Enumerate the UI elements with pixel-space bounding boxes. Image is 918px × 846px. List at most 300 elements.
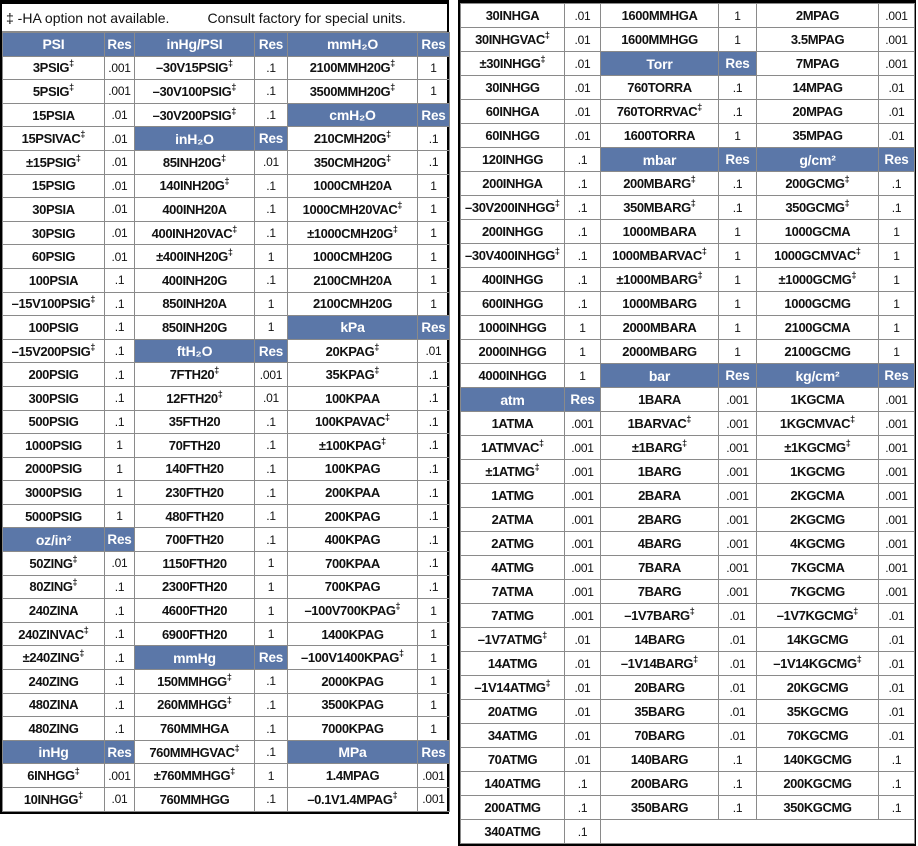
range-code-cell: 1000CMH20VAC‡ [288, 198, 418, 222]
resolution-cell: .1 [255, 693, 288, 717]
resolution-cell: .1 [565, 148, 601, 172]
resolution-cell: .1 [105, 363, 135, 387]
range-code-cell: ±1000MBARG‡ [601, 268, 719, 292]
range-code-cell: 14MPAG [757, 76, 879, 100]
range-code-cell: –15V100PSIG‡ [3, 292, 105, 316]
range-code-cell: 15PSIG [3, 174, 105, 198]
range-code-cell: 20ATMG [461, 700, 565, 724]
range-code-cell: 2000INHGG [461, 340, 565, 364]
resolution-cell: .1 [879, 796, 915, 820]
resolution-cell: .1 [255, 56, 288, 80]
resolution-cell: 1 [418, 599, 450, 623]
range-code-cell: 2ATMA [461, 508, 565, 532]
range-code-cell: 30INHGVAC‡ [461, 28, 565, 52]
resolution-cell: 1 [418, 80, 450, 104]
resolution-cell: .01 [879, 724, 915, 748]
resolution-cell: .01 [105, 245, 135, 269]
range-code-cell: 140ATMG [461, 772, 565, 796]
resolution-cell: .001 [879, 508, 915, 532]
dagger-mark: ‡ [540, 54, 546, 64]
table-row [461, 700, 915, 724]
unit-section-header: kPa [288, 316, 418, 340]
range-code-cell: 7KGCMA [757, 556, 879, 580]
resolution-cell: .01 [719, 700, 757, 724]
res-column-header: Res [255, 339, 288, 363]
res-column-header: Res [418, 740, 450, 764]
table-row [461, 364, 915, 388]
dagger-mark: ‡ [72, 577, 78, 588]
range-code-cell: 35FTH20 [135, 410, 255, 434]
range-code-cell: 100KPAA [288, 386, 418, 410]
range-code-cell: ±760MMHGG‡ [135, 764, 255, 788]
resolution-cell: 1 [879, 340, 915, 364]
resolution-cell: .1 [719, 172, 757, 196]
table-row [461, 436, 915, 460]
range-code-cell: 100PSIA [3, 268, 105, 292]
table-row [3, 646, 450, 670]
range-code-cell: 1000PSIG [3, 434, 105, 458]
range-code-cell: 14BARG [601, 628, 719, 652]
range-code-cell: 2BARG [601, 508, 719, 532]
range-code-cell: 7000KPAG [288, 717, 418, 741]
range-code-cell: ±1000CMH20G‡ [288, 221, 418, 245]
resolution-cell: .001 [879, 460, 915, 484]
resolution-cell: .01 [719, 724, 757, 748]
footnote-row [2, 4, 447, 32]
resolution-cell: .1 [255, 740, 288, 764]
range-code-cell: 80ZING‡ [3, 575, 105, 599]
range-code-cell: 400INH20VAC‡ [135, 221, 255, 245]
range-code-cell: 7BARG [601, 580, 719, 604]
table-row [3, 670, 450, 694]
table-row [461, 268, 915, 292]
dagger-mark: ‡ [697, 102, 703, 112]
table-row [461, 388, 915, 412]
range-code-cell: 600INHGG [461, 292, 565, 316]
resolution-cell: .001 [879, 52, 915, 76]
range-code-cell: –1V14BARG‡ [601, 652, 719, 676]
range-code-cell: ±1000GCMG‡ [757, 268, 879, 292]
table-row [461, 292, 915, 316]
range-code-cell: 14ATMG [461, 652, 565, 676]
range-code-cell: 350CMH20G‡ [288, 150, 418, 174]
table-row [3, 33, 450, 57]
dagger-mark: ‡ [78, 789, 84, 800]
dagger-mark: ‡ [542, 630, 548, 640]
range-code-cell: 1BARVAC‡ [601, 412, 719, 436]
range-code-cell: 7ATMG [461, 604, 565, 628]
range-code-cell: 1000GCMA [757, 220, 879, 244]
range-code-cell: 7ATMA [461, 580, 565, 604]
resolution-cell: 1 [418, 245, 450, 269]
pressure-ranges-table-right [458, 0, 916, 846]
table-row [461, 340, 915, 364]
range-code-cell: –30V100PSIG‡ [135, 80, 255, 104]
dagger-mark: ‡ [72, 553, 78, 564]
range-code-cell: 150MMHGG‡ [135, 670, 255, 694]
resolution-cell: .1 [719, 772, 757, 796]
dagger-mark: ‡ [374, 341, 380, 352]
resolution-cell: .1 [255, 198, 288, 222]
range-code-cell: 1000MBARG [601, 292, 719, 316]
range-code-cell: 15PSIVAC‡ [3, 127, 105, 151]
range-code-cell: 30PSIA [3, 198, 105, 222]
dagger-mark: ‡ [545, 678, 551, 688]
range-code-cell: 60INHGG [461, 124, 565, 148]
resolution-cell: .1 [418, 434, 450, 458]
dagger-mark: ‡ [397, 199, 403, 210]
resolution-cell: .001 [879, 484, 915, 508]
unit-section-header: bar [601, 364, 719, 388]
range-code-cell: 4000INHGG [461, 364, 565, 388]
range-code-cell: 760MMHGA [135, 717, 255, 741]
res-column-header: Res [255, 33, 288, 57]
resolution-cell: .1 [105, 622, 135, 646]
dagger-mark: ‡ [74, 766, 80, 777]
resolution-cell: .1 [418, 127, 450, 151]
resolution-cell: .01 [418, 339, 450, 363]
resolution-cell: .01 [719, 628, 757, 652]
resolution-cell: .1 [105, 599, 135, 623]
table-row [461, 412, 915, 436]
resolution-cell: 1 [719, 292, 757, 316]
resolution-cell: .001 [719, 556, 757, 580]
dagger-mark: ‡ [844, 174, 850, 184]
range-code-cell: 2000MBARA [601, 316, 719, 340]
dagger-footnote: ‡ -HA option not available. [6, 9, 170, 26]
range-code-cell: 760TORRA [601, 76, 719, 100]
table-row [461, 580, 915, 604]
resolution-cell: .1 [105, 386, 135, 410]
range-code-cell: 2000PSIG [3, 457, 105, 481]
range-code-cell: 700KPAA [288, 552, 418, 576]
resolution-cell: .1 [418, 504, 450, 528]
resolution-cell: .1 [255, 528, 288, 552]
range-code-cell: 140BARG [601, 748, 719, 772]
resolution-cell: .1 [418, 552, 450, 576]
table-row [3, 434, 450, 458]
resolution-cell: .001 [879, 388, 915, 412]
resolution-cell: 1 [565, 364, 601, 388]
resolution-cell: .1 [255, 268, 288, 292]
resolution-cell: .001 [255, 363, 288, 387]
table-row [461, 604, 915, 628]
range-code-cell: 350KGCMG [757, 796, 879, 820]
range-code-cell: ±30INHGG‡ [461, 52, 565, 76]
range-code-cell: 210CMH20G‡ [288, 127, 418, 151]
range-code-cell: 200INHGG [461, 220, 565, 244]
resolution-cell: .001 [565, 412, 601, 436]
table-row [461, 28, 915, 52]
range-code-cell: 200BARG [601, 772, 719, 796]
dagger-mark: ‡ [689, 606, 695, 616]
dagger-mark: ‡ [374, 365, 380, 376]
range-code-cell: –30V15PSIG‡ [135, 56, 255, 80]
table-row [461, 556, 915, 580]
resolution-cell: .001 [879, 436, 915, 460]
table-row [461, 724, 915, 748]
table-row [3, 717, 450, 741]
range-code-cell: 200KPAG [288, 504, 418, 528]
table-row [461, 148, 915, 172]
range-code-cell: 4KGCMG [757, 532, 879, 556]
range-code-cell: 2100CMH20G [288, 292, 418, 316]
range-code-cell: 480FTH20 [135, 504, 255, 528]
table-row [461, 772, 915, 796]
range-code-cell: 1ATMVAC‡ [461, 436, 565, 460]
left-grid [2, 32, 450, 812]
range-code-cell: –1V7ATMG‡ [461, 628, 565, 652]
resolution-cell: .01 [105, 788, 135, 812]
range-code-cell: 140INH20G‡ [135, 174, 255, 198]
table-row [461, 76, 915, 100]
table-row [461, 220, 915, 244]
resolution-cell: .01 [105, 221, 135, 245]
dagger-mark: ‡ [390, 58, 396, 69]
unit-section-header: mmHg [135, 646, 255, 670]
range-code-cell: ±15PSIG‡ [3, 150, 105, 174]
range-code-cell: 1600MMHGG [601, 28, 719, 52]
unit-section-header: inHg/PSI [135, 33, 255, 57]
unit-section-header: Torr [601, 52, 719, 76]
resolution-cell: .01 [565, 652, 601, 676]
resolution-cell: .1 [105, 268, 135, 292]
dagger-mark: ‡ [544, 30, 550, 40]
resolution-cell: .001 [565, 580, 601, 604]
res-column-header: Res [719, 52, 757, 76]
range-code-cell: 35KGCMG [757, 700, 879, 724]
resolution-cell: 1 [255, 316, 288, 340]
resolution-cell: .001 [719, 532, 757, 556]
dagger-mark: ‡ [227, 58, 233, 69]
resolution-cell: 1 [255, 764, 288, 788]
range-code-cell: 4ATMG [461, 556, 565, 580]
dagger-mark: ‡ [554, 198, 560, 208]
range-code-cell: 85INH20G‡ [135, 150, 255, 174]
resolution-cell: 1 [418, 622, 450, 646]
table-row [461, 52, 915, 76]
resolution-cell: .001 [879, 412, 915, 436]
resolution-cell: .01 [879, 652, 915, 676]
resolution-cell: 1 [255, 552, 288, 576]
dagger-mark: ‡ [385, 412, 391, 423]
resolution-cell: .01 [565, 28, 601, 52]
dagger-mark: ‡ [534, 462, 540, 472]
range-code-cell: 70BARG [601, 724, 719, 748]
resolution-cell: .1 [565, 220, 601, 244]
table-row [3, 622, 450, 646]
range-code-cell: 5PSIG‡ [3, 80, 105, 104]
range-code-cell: 1000MBARA [601, 220, 719, 244]
dagger-mark: ‡ [693, 654, 699, 664]
resolution-cell: .1 [565, 172, 601, 196]
resolution-cell: .01 [105, 552, 135, 576]
resolution-cell: .1 [565, 772, 601, 796]
resolution-cell: 1 [105, 434, 135, 458]
range-code-cell: 3500MMH20G‡ [288, 80, 418, 104]
resolution-cell: .01 [105, 150, 135, 174]
table-row [3, 457, 450, 481]
dagger-mark: ‡ [79, 648, 85, 659]
range-code-cell: 1KGCMA [757, 388, 879, 412]
resolution-cell: .01 [105, 127, 135, 151]
res-column-header: Res [879, 364, 915, 388]
range-code-cell: 760TORRVAC‡ [601, 100, 719, 124]
resolution-cell: .1 [255, 788, 288, 812]
resolution-cell: 1 [719, 220, 757, 244]
range-code-cell: –1V14ATMG‡ [461, 676, 565, 700]
dagger-mark: ‡ [231, 81, 237, 92]
unit-section-header: inH₂O [135, 127, 255, 151]
resolution-cell: .1 [565, 244, 601, 268]
range-code-cell: 4600FTH20 [135, 599, 255, 623]
table-row [3, 245, 450, 269]
range-code-cell: 3500KPAG [288, 693, 418, 717]
resolution-cell: .1 [255, 80, 288, 104]
range-code-cell: 1000MBARVAC‡ [601, 244, 719, 268]
unit-section-header: g/cm² [757, 148, 879, 172]
resolution-cell: .1 [418, 363, 450, 387]
res-column-header: Res [105, 528, 135, 552]
range-code-cell: 2100MMH20G‡ [288, 56, 418, 80]
range-code-cell: 1150FTH20 [135, 552, 255, 576]
range-code-cell: 350GCMG‡ [757, 196, 879, 220]
range-code-cell: 200MBARG‡ [601, 172, 719, 196]
resolution-cell: .001 [105, 56, 135, 80]
resolution-cell: 1 [105, 457, 135, 481]
res-column-header: Res [255, 127, 288, 151]
resolution-cell: .001 [719, 580, 757, 604]
resolution-cell: 1 [719, 340, 757, 364]
resolution-cell: .1 [879, 172, 915, 196]
resolution-cell: .1 [418, 457, 450, 481]
resolution-cell: 1 [105, 504, 135, 528]
range-code-cell: 2BARA [601, 484, 719, 508]
range-code-cell: 6900FTH20 [135, 622, 255, 646]
table-row [461, 196, 915, 220]
range-code-cell: 20KGCMG [757, 676, 879, 700]
resolution-cell: 1 [255, 599, 288, 623]
range-code-cell: –100V1400KPAG‡ [288, 646, 418, 670]
range-code-cell: 7BARA [601, 556, 719, 580]
unit-section-header: inHg [3, 740, 105, 764]
resolution-cell: 1 [879, 244, 915, 268]
range-code-cell: 400INH20A [135, 198, 255, 222]
consult-factory-note: Consult factory for special units. [207, 9, 406, 26]
table-row [3, 693, 450, 717]
table-row [461, 172, 915, 196]
resolution-cell: .01 [105, 174, 135, 198]
table-row [3, 174, 450, 198]
resolution-cell: .01 [565, 4, 601, 28]
dagger-mark: ‡ [554, 246, 560, 256]
range-code-cell: 400INH20G [135, 268, 255, 292]
resolution-cell: .1 [565, 820, 601, 844]
dagger-mark: ‡ [90, 341, 96, 352]
unit-section-header: MPa [288, 740, 418, 764]
resolution-cell: .001 [565, 436, 601, 460]
range-code-cell: 2100GCMA [757, 316, 879, 340]
range-code-cell: 34ATMG [461, 724, 565, 748]
resolution-cell: 1 [418, 221, 450, 245]
dagger-mark: ‡ [853, 606, 859, 616]
resolution-cell: .001 [879, 4, 915, 28]
range-code-cell: 70ATMG [461, 748, 565, 772]
resolution-cell: 1 [879, 292, 915, 316]
table-row [3, 150, 450, 174]
res-column-header: Res [418, 33, 450, 57]
resolution-cell: .1 [255, 103, 288, 127]
table-row [3, 528, 450, 552]
dagger-mark: ‡ [856, 654, 862, 664]
resolution-cell: .1 [565, 292, 601, 316]
resolution-cell: 1 [719, 268, 757, 292]
dagger-mark: ‡ [234, 742, 240, 753]
dagger-mark: ‡ [232, 223, 238, 234]
dagger-mark: ‡ [226, 695, 232, 706]
dagger-mark: ‡ [386, 152, 392, 163]
range-code-cell: 1BARG [601, 460, 719, 484]
resolution-cell: .01 [565, 724, 601, 748]
dagger-mark: ‡ [392, 789, 398, 800]
resolution-cell: .001 [565, 604, 601, 628]
resolution-cell: .001 [565, 460, 601, 484]
range-code-cell: 20MPAG [757, 100, 879, 124]
resolution-cell: 1 [565, 340, 601, 364]
table-row [461, 460, 915, 484]
range-code-cell: 2KGCMG [757, 508, 879, 532]
range-code-cell: 100KPAVAC‡ [288, 410, 418, 434]
table-row [3, 127, 450, 151]
range-code-cell: 70KGCMG [757, 724, 879, 748]
range-code-cell: 100PSIG [3, 316, 105, 340]
range-code-cell: 120INHGG [461, 148, 565, 172]
res-column-header: Res [719, 364, 757, 388]
dagger-mark: ‡ [80, 129, 86, 140]
range-code-cell: 2ATMG [461, 532, 565, 556]
range-code-cell: 400KPAG [288, 528, 418, 552]
resolution-cell: .1 [105, 339, 135, 363]
resolution-cell: 1 [418, 646, 450, 670]
range-code-cell: 2100GCMG [757, 340, 879, 364]
resolution-cell: .1 [418, 150, 450, 174]
range-code-cell: 60PSIG [3, 245, 105, 269]
dagger-mark: ‡ [386, 129, 392, 140]
resolution-cell: .1 [719, 76, 757, 100]
range-code-cell: 850INH20G [135, 316, 255, 340]
range-code-cell: ±1ATMG‡ [461, 460, 565, 484]
table-row [461, 4, 915, 28]
dagger-mark: ‡ [855, 246, 861, 256]
resolution-cell: .01 [879, 676, 915, 700]
dagger-mark: ‡ [539, 438, 545, 448]
dagger-mark: ‡ [230, 766, 236, 777]
resolution-cell: .1 [255, 481, 288, 505]
resolution-cell: .1 [879, 772, 915, 796]
table-row [3, 292, 450, 316]
range-code-cell: 6INHGG‡ [3, 764, 105, 788]
range-code-cell: 850INH20A [135, 292, 255, 316]
range-code-cell: 35MPAG [757, 124, 879, 148]
table-row [461, 124, 915, 148]
range-code-cell: 700FTH20 [135, 528, 255, 552]
unit-section-header: cmH₂O [288, 103, 418, 127]
resolution-cell: .1 [105, 410, 135, 434]
resolution-cell: 1 [255, 575, 288, 599]
resolution-cell: .001 [879, 556, 915, 580]
table-row [461, 532, 915, 556]
resolution-cell: .1 [255, 717, 288, 741]
